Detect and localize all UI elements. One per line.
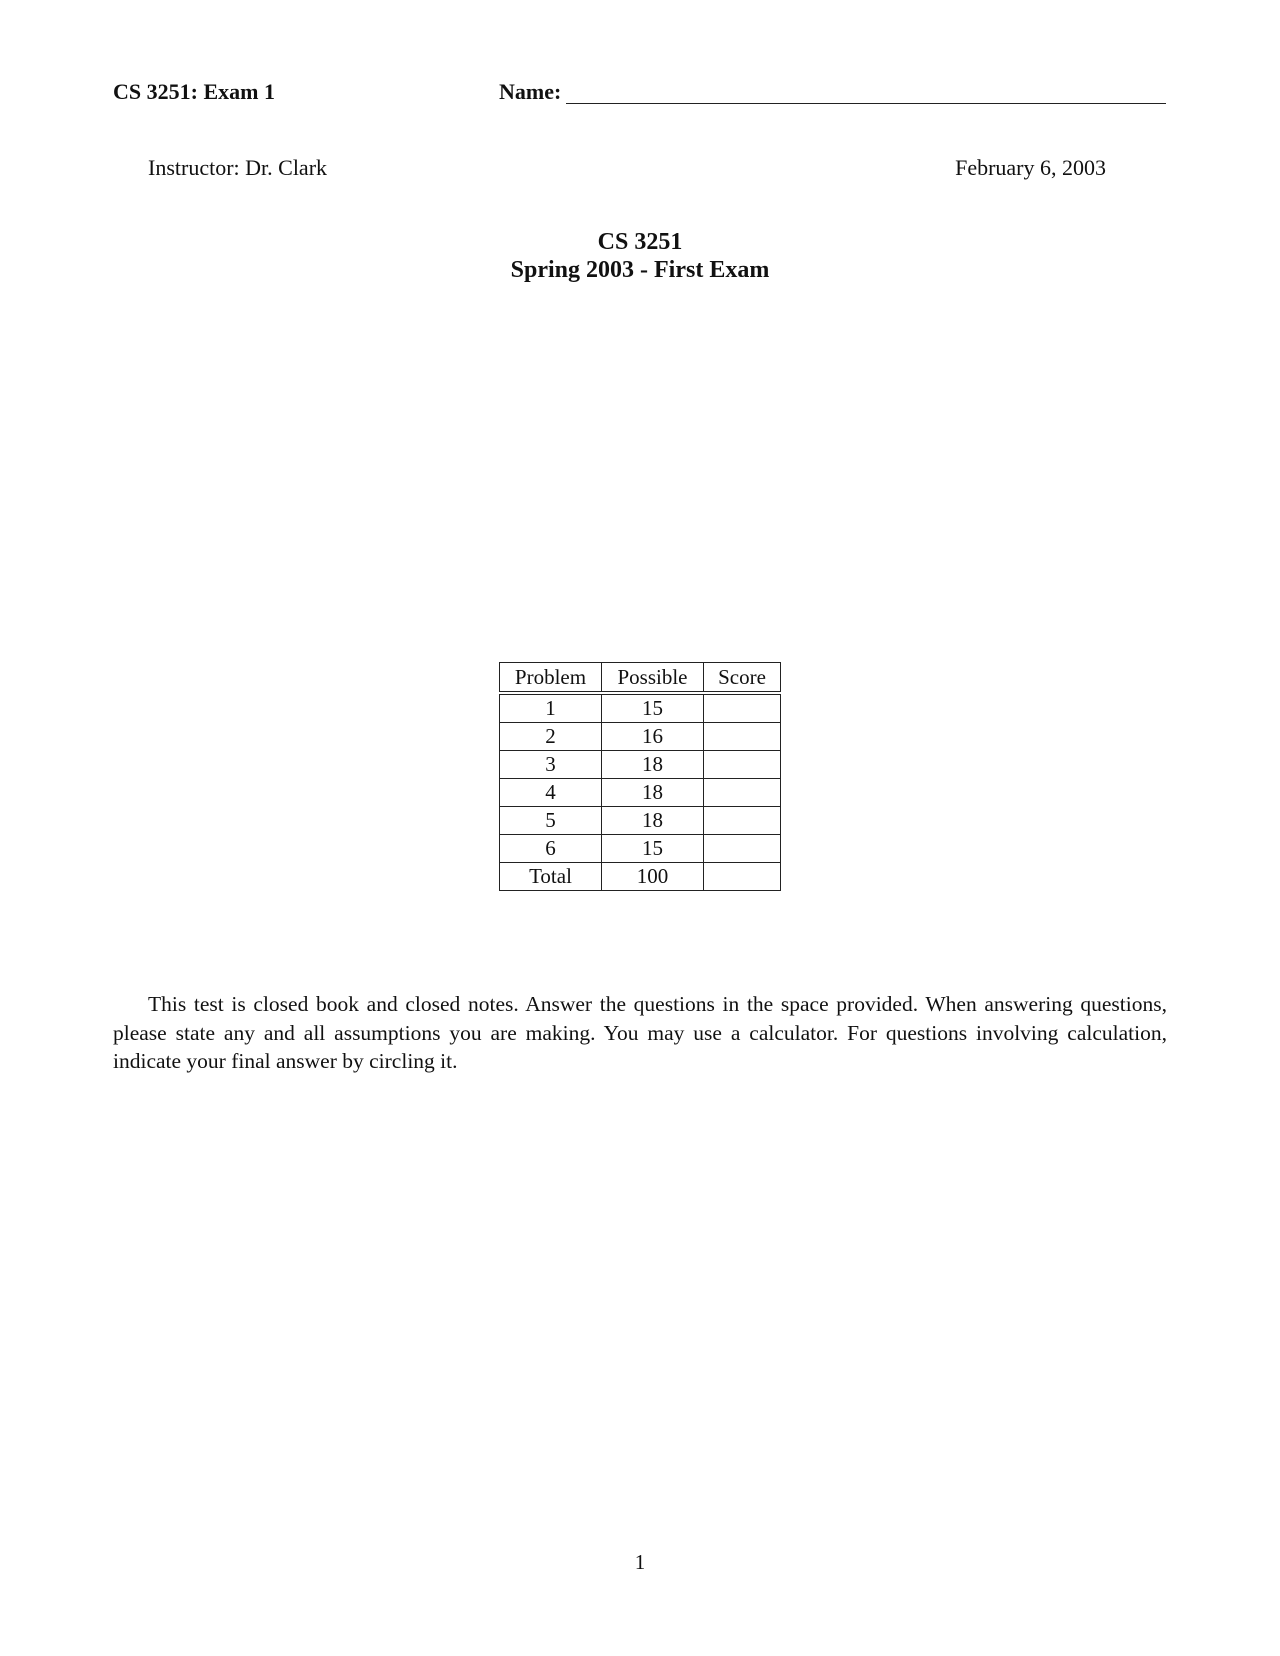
header-problem: Problem bbox=[500, 663, 602, 694]
score-cell[interactable] bbox=[704, 751, 781, 779]
possible-cell: 16 bbox=[602, 723, 704, 751]
problem-cell: 4 bbox=[500, 779, 602, 807]
score-table-header-row bbox=[500, 663, 781, 694]
page-number: 1 bbox=[634, 1550, 646, 1574]
header-possible: Possible bbox=[602, 663, 704, 694]
possible-cell: 18 bbox=[602, 807, 704, 835]
score-cell[interactable] bbox=[704, 723, 781, 751]
problem-cell: Total bbox=[500, 863, 602, 891]
problem-cell: 3 bbox=[500, 751, 602, 779]
exam-title-course: CS 3251 bbox=[597, 229, 683, 255]
score-cell[interactable] bbox=[704, 693, 781, 723]
problem-cell: 5 bbox=[500, 807, 602, 835]
exam-instructions: This test is closed book and closed notes. Answer the questions in the space provided. When answering questions, please state any and all assumptions you are making. You may use a calculator. For questions involving calculation, indicate your final answer by circling it. bbox=[113, 992, 1167, 1073]
table-row bbox=[500, 693, 781, 723]
problem-cell: 1 bbox=[500, 693, 602, 723]
table-row bbox=[500, 807, 781, 835]
table-row bbox=[500, 779, 781, 807]
possible-cell: 15 bbox=[602, 693, 704, 723]
name-field-line[interactable] bbox=[566, 103, 1166, 104]
score-cell[interactable] bbox=[704, 807, 781, 835]
possible-cell: 15 bbox=[602, 835, 704, 863]
score-cell[interactable] bbox=[704, 779, 781, 807]
exam-date: February 6, 2003 bbox=[955, 155, 1106, 180]
possible-cell: 18 bbox=[602, 751, 704, 779]
score-cell[interactable] bbox=[704, 863, 781, 891]
problem-cell: 2 bbox=[500, 723, 602, 751]
header-score: Score bbox=[704, 663, 781, 694]
exam-title-term: Spring 2003 - First Exam bbox=[510, 257, 770, 283]
possible-cell: 18 bbox=[602, 779, 704, 807]
exam-header-title: CS 3251: Exam 1 bbox=[113, 79, 275, 104]
table-row bbox=[500, 751, 781, 779]
score-cell[interactable] bbox=[704, 835, 781, 863]
name-label: Name: bbox=[499, 79, 562, 104]
exam-title bbox=[0, 228, 1280, 284]
problem-cell: 6 bbox=[500, 835, 602, 863]
table-row bbox=[500, 723, 781, 751]
table-row bbox=[500, 835, 781, 863]
score-table bbox=[499, 662, 781, 891]
possible-cell: 100 bbox=[602, 863, 704, 891]
instructor-text: Instructor: Dr. Clark bbox=[148, 155, 328, 180]
table-row-total bbox=[500, 863, 781, 891]
